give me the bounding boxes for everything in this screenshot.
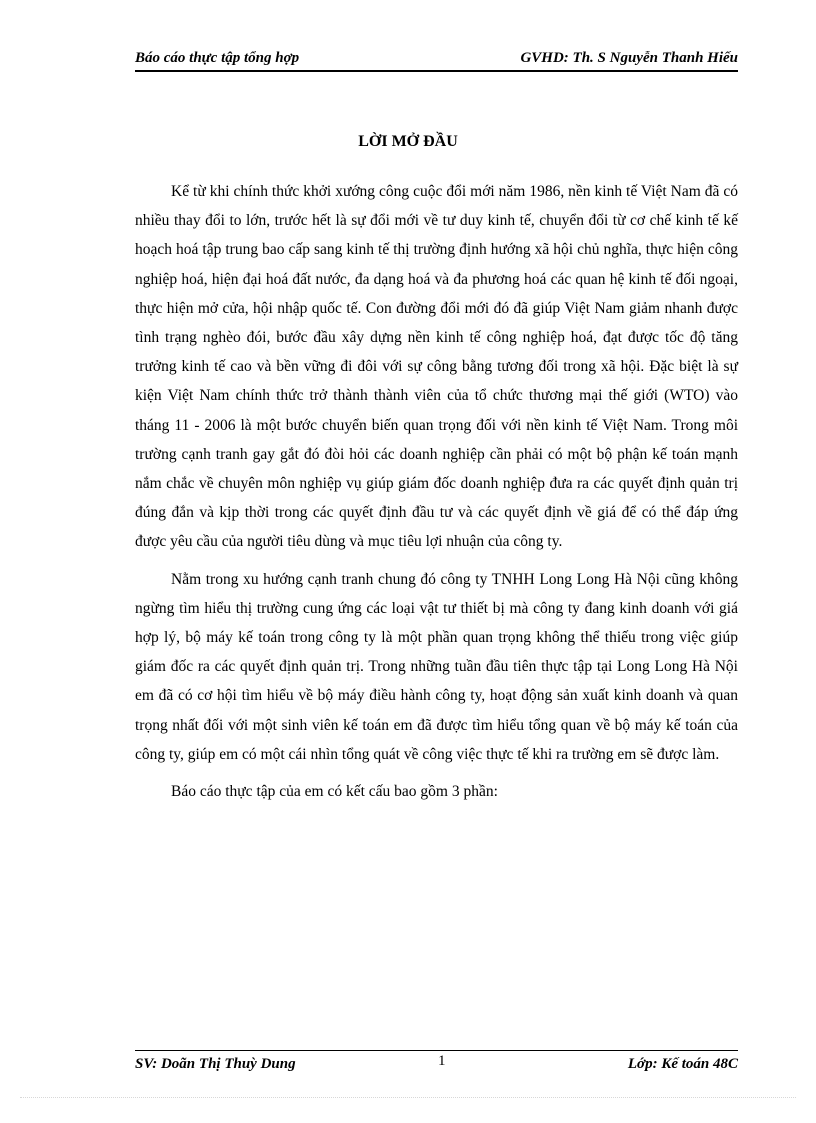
paragraph-3: Báo cáo thực tập của em có kết cấu bao gồm 3 phần: xyxy=(171,783,498,801)
footer-student-name: SV: Doãn Thị Thuỳ Dung xyxy=(135,1056,296,1072)
document-body xyxy=(135,177,738,806)
page-header xyxy=(135,48,738,72)
header-supervisor: GVHD: Th. S Nguyễn Thanh Hiếu xyxy=(520,50,738,66)
paragraph-2: Nằm trong xu hướng cạnh tranh chung đó công ty TNHH Long Long Hà Nội cũng không ngừng tìm hiểu thị trường cung ứng các loại vật tư thiết bị mà công ty đang kinh doanh với giá hợp lý, bộ máy kế toán trong công ty là một phần quan trọng không thể thiếu trong việc giúp giám đốc ra các quyết định quản trị. Trong những tuần đầu tiên thực tập tại Long Long Hà Nội em đã có cơ hội tìm hiểu về bộ máy điều hành công ty, hoạt động sản xuất kinh doanh và quan trọng nhất đối với một sinh viên kế toán em đã được tìm hiểu tổng quan về bộ máy kế toán của công ty, giúp em có một cái nhìn tổng quát về công việc thực tế khi ra trường em sẽ được làm. xyxy=(135,570,738,763)
paragraph-1: Kể từ khi chính thức khởi xướng công cuộc đổi mới năm 1986, nền kinh tế Việt Nam đã có nhiều thay đổi to lớn, trước hết là sự đổi mới về tư duy kinh tế, chuyển đổi từ cơ chế kinh tế kế hoạch hoá tập trung bao cấp sang kinh tế thị trường định hướng xã hội chủ nghĩa, thực hiện công nghiệp hoá, hiện đại hoá đất nước, đa dạng hoá và đa phương hoá các quan hệ kinh tế đối ngoại, thực hiện mở cửa, hội nhập quốc tế. Con đường đổi mới đó đã giúp Việt Nam giảm nhanh được tình trạng nghèo đói, bước đầu xây dựng nền kinh tế công nghiệp hoá, đạt được tốc độ tăng trưởng kinh tế cao và bền vững đi đôi với sự công bằng tương đối trong xã hội. Đặc biệt là sự kiện Việt Nam chính thức trở thành thành viên của tổ chức thương mại thế giới (WTO) vào tháng 11 - 2006 là một bước chuyển biến quan trọng đối với nền kinh tế Việt Nam. Trong môi trường cạnh tranh gay gắt đó đòi hỏi các doanh nghiệp cần phải có một bộ phận kế toán mạnh nắm chắc về chuyên môn nghiệp vụ giúp giám đốc doanh nghiệp đưa ra các quyết định quản trị đúng đắn và kịp thời trong các quyết định đầu tư và các quyết định về giá để có thể đáp ứng được yêu cầu của người tiêu dùng và mục tiêu lợi nhuận của công ty. xyxy=(135,183,738,551)
header-report-title: Báo cáo thực tập tổng hợp xyxy=(135,50,300,66)
page-bottom-divider xyxy=(20,1097,796,1098)
footer-class: Lớp: Kế toán 48C xyxy=(627,1056,738,1072)
footer-page-number: 1 xyxy=(438,1053,446,1069)
page-footer xyxy=(135,1050,738,1077)
page-title: LỜI MỞ ĐẦU xyxy=(358,133,458,150)
